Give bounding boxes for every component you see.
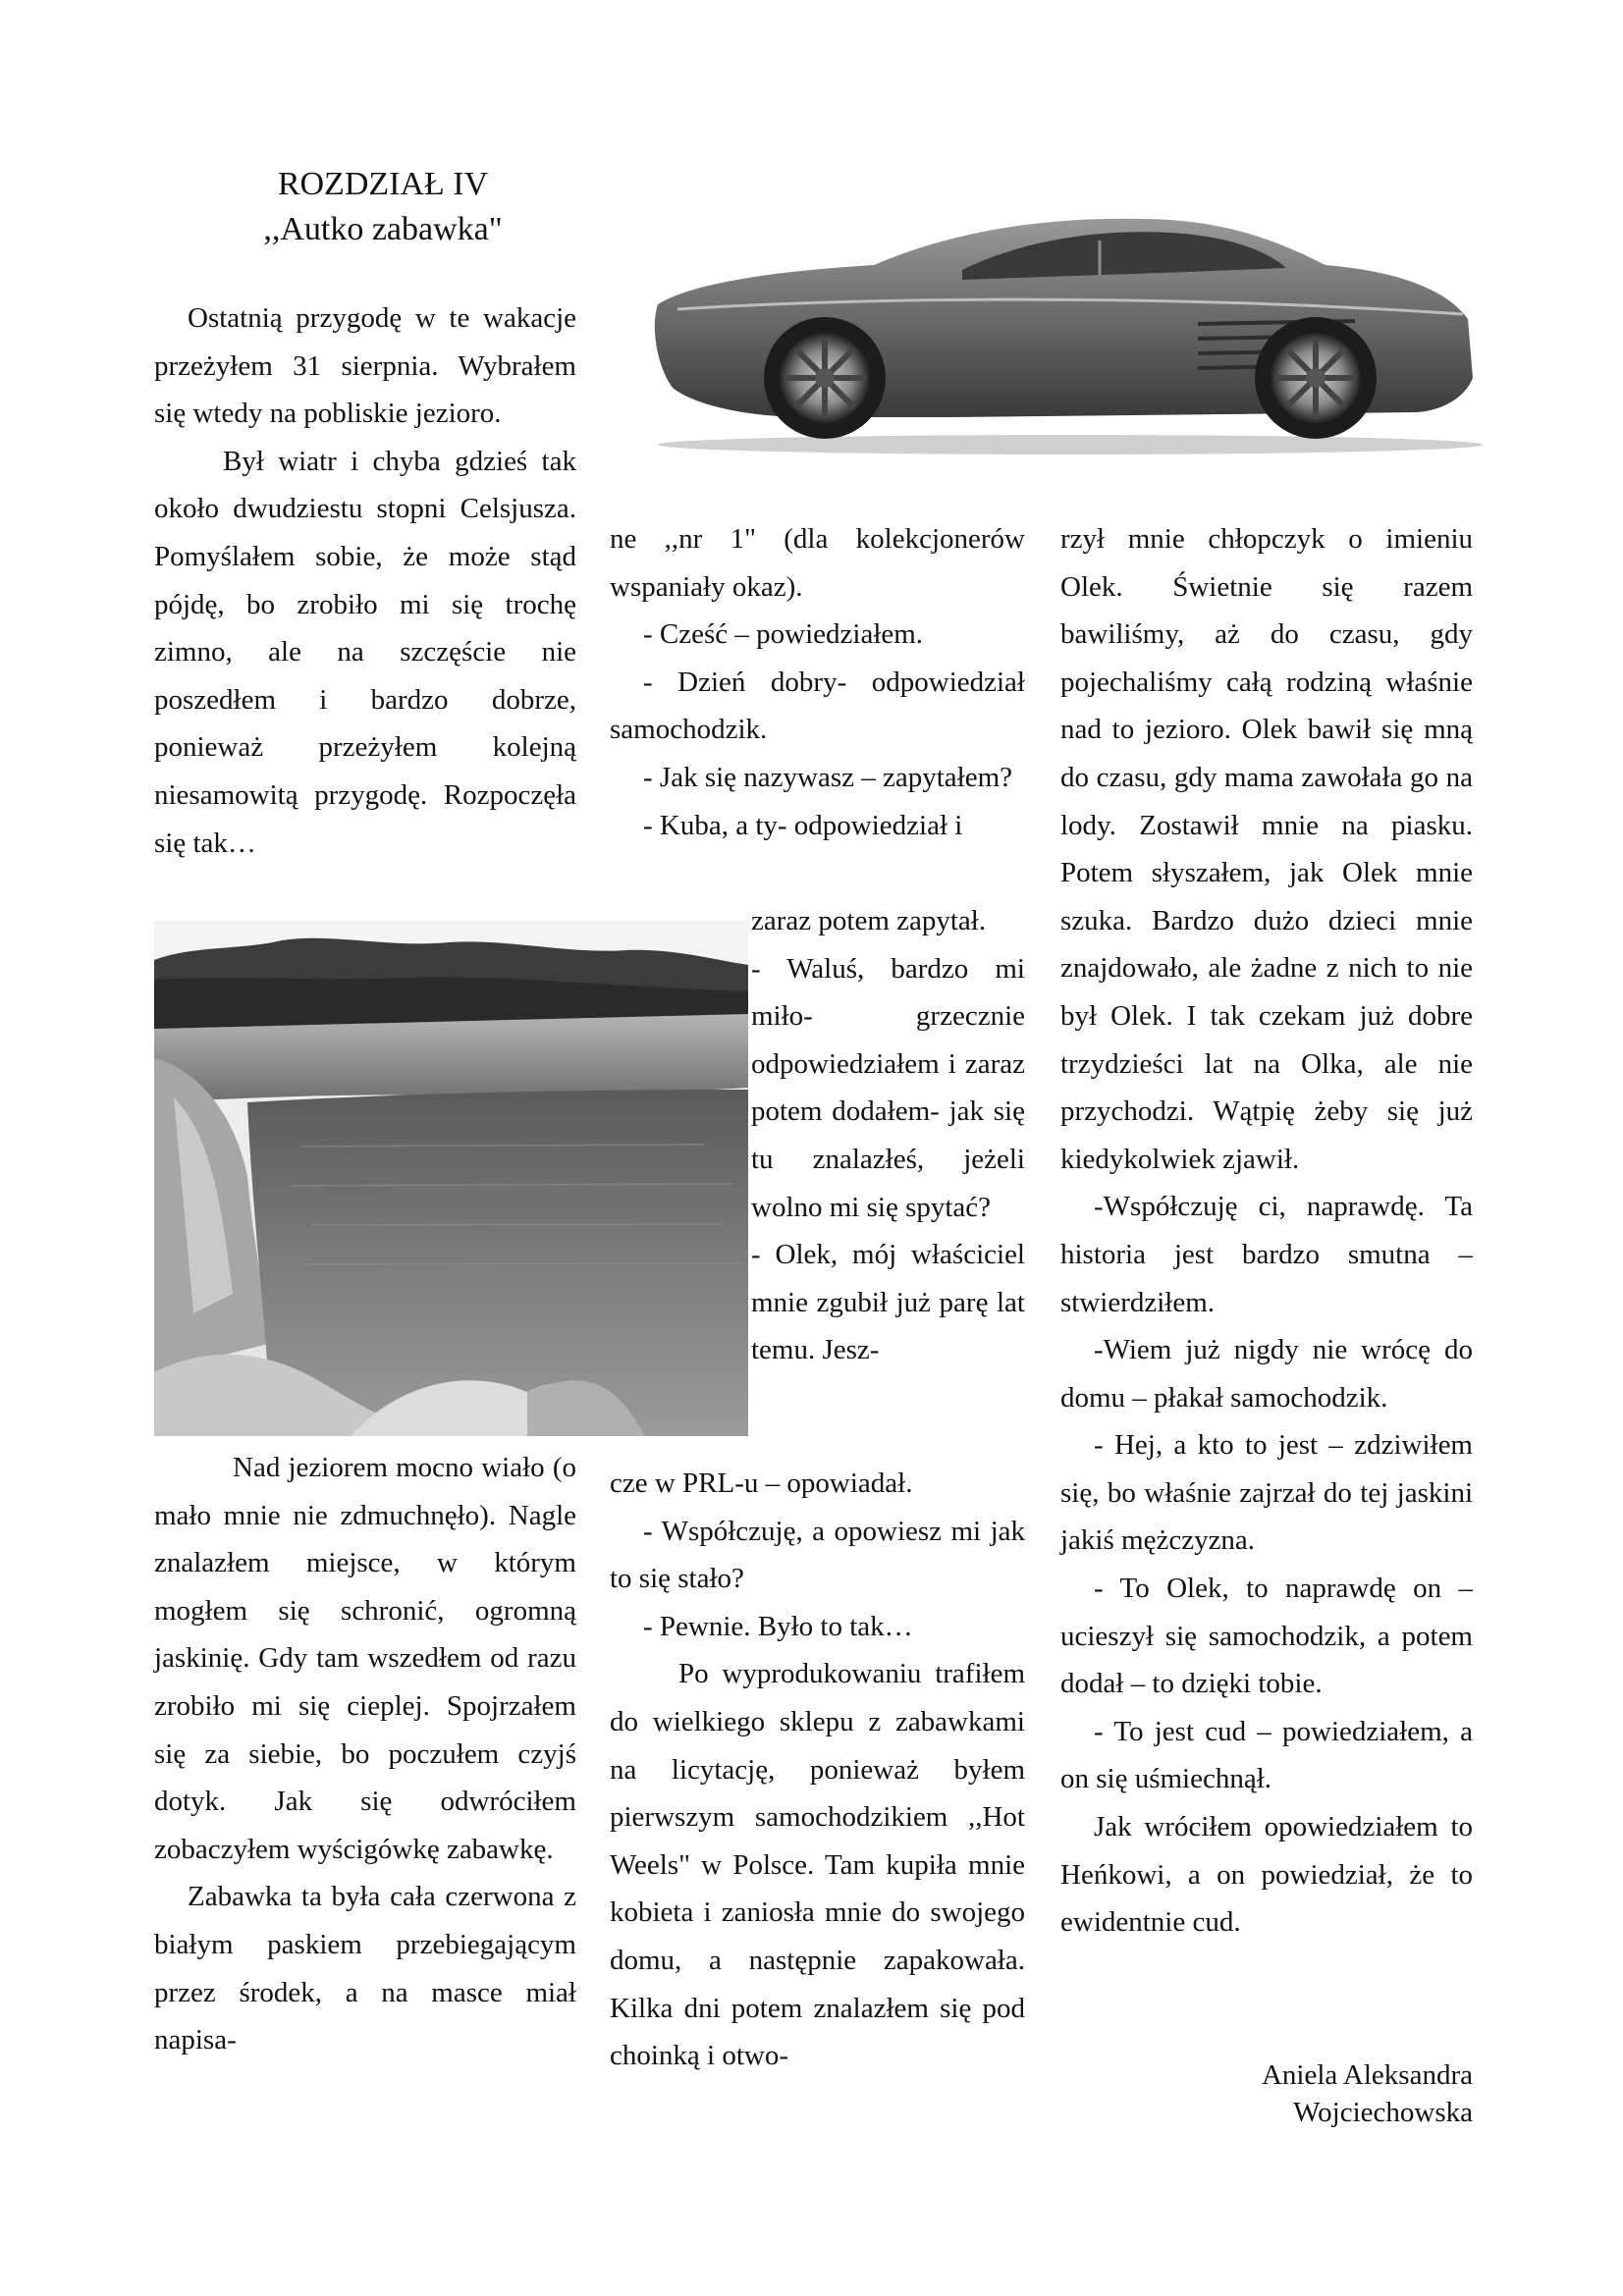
dialogue-line: - Dzień dobry- odpowiedział samochodzik. (610, 666, 1025, 746)
dialogue-line: - Pewnie. Było to tak… (643, 1610, 913, 1642)
column-2 (610, 515, 1025, 849)
paragraph: Zabawka ta była cała czerwona z białym paskiem przebiegającym przez środek, a na masce miał napisa- (154, 1881, 576, 2056)
paragraph: Ostatnią przygodę w te wakacje przeżyłem 31 sierpnia. Wybrałem się wtedy na pobliskie jezioro. (154, 302, 576, 430)
column-1-lower (154, 1444, 576, 2064)
chapter-subtitle: ,,Autko zabawka" (263, 211, 503, 247)
car-illustration (638, 211, 1483, 461)
paragraph: - To jest cud – powiedziałem, a on się uśmiechnął. (1060, 1715, 1473, 1795)
dialogue-line: - Cześć – powiedziałem. (643, 618, 924, 651)
dialogue-line: - Olek, mój właściciel mnie zgubił już parę lat temu. Jesz- (751, 1239, 1025, 1366)
dialogue-line: - Jak się nazywasz – zapytałem? (643, 761, 1013, 793)
author-name-line-2: Wojciechowska (1293, 2097, 1473, 2128)
author-signature (1129, 2056, 1473, 2131)
column-3 (1060, 515, 1473, 1947)
paragraph: ne ,,nr 1" (dla kolekcjonerów wspaniały okaz). (610, 523, 1025, 603)
dialogue-line: zaraz potem zapytał. (751, 905, 987, 936)
column-1 (154, 294, 576, 867)
paragraph: -Współczuję ci, naprawdę. Ta historia jest bardzo smutna – stwierdziłem. (1060, 1191, 1473, 1318)
paragraph: rzył mnie chłopczyk o imieniu Olek. Świetnie się razem bawiliśmy, aż do czasu, gdy pojechaliśmy całą rodziną właśnie nad to jezioro. Olek bawił się mną do czasu, gdy mama zawołała go na lody. Zostawił mnie na piasku. Potem słyszałem, jak Olek mnie szuka. Bardzo dużo dzieci mnie znajdowało, ale żadne z nich to nie był Olek. I tak czekam już dobre trzydzieści lat na Olka, ale nie przychodzi. Wątpię żeby się już kiedykolwiek zjawił. (1060, 523, 1473, 1175)
column-2-lower (610, 1460, 1025, 2080)
paragraph: Jak wróciłem opowiedziałem to Heńkowi, a on powiedział, że to ewidentnie cud. (1060, 1811, 1473, 1939)
dialogue-line: - Współczuję, a opowiesz mi jak to się stało? (610, 1515, 1025, 1595)
paragraph: Po wyprodukowaniu trafiłem do wielkiego sklepu z zabawkami na licytację, ponieważ byłem pierwszym samochodzikiem ,,Hot Weels" w Polsce. Tam kupiła mnie kobieta i zaniosła mnie do swojego domu, a następnie zapakowała. Kilka dni potem znalazłem się pod choinką i otwo- (610, 1658, 1025, 2072)
dialogue-line: cze w PRL-u – opowiadał. (610, 1468, 913, 1499)
paragraph: - To Olek, to naprawdę on – ucieszył się samochodzik, a potem dodał – to dzięki tobie. (1060, 1573, 1473, 1700)
paragraph: - Hej, a kto to jest – zdziwiłem się, bo właśnie zajrzał do tej jaskini jakiś mężczyzna. (1060, 1429, 1473, 1557)
dialogue-line: - Waluś, bardzo mi miło- grzecznie odpowiedziałem i zaraz potem dodałem- jak się tu znalazłeś, jeżeli wolno mi się spytać? (751, 952, 1025, 1223)
paragraph: -Wiem już nigdy nie wrócę do domu – płakał samochodzik. (1060, 1334, 1473, 1414)
dialogue-line: - Kuba, a ty- odpowiedział i (643, 809, 963, 841)
chapter-heading: ROZDZIAŁ IV (277, 166, 489, 202)
paragraph: Był wiatr i chyba gdzieś tak około dwudziestu stopni Celsjusza. Pomyślałem sobie, że może stąd pójdę, bo zrobiło mi się trochę zimno, ale na szczęście nie poszedłem i bardzo dobrze, ponieważ przeżyłem kolejną niesamowitą przygodę. Rozpoczęła się tak… (154, 445, 576, 859)
author-name-line-1: Aniela Aleksandra (1261, 2059, 1473, 2091)
column-2-narrow (751, 897, 1025, 1374)
lake-photo (154, 921, 748, 1436)
paragraph: Nad jeziorem mocno wiało (o mało mnie nie zdmuchnęło). Nagle znalazłem miejsce, w którym mogłem się schronić, ogromną jaskinię. Gdy tam wszedłem od razu zrobiło mi się cieplej. Spojrzałem się za siebie, bo poczułem czyjś dotyk. Jak się odwróciłem zobaczyłem wyścigówkę zabawkę. (154, 1452, 576, 1865)
